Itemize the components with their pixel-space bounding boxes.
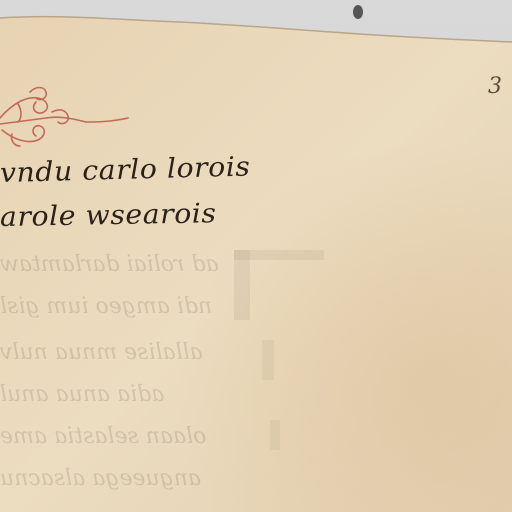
bleed-through-line: ndi amgeo ium gisl [0, 294, 213, 319]
bleed-through-line: adia anua anul [0, 382, 165, 407]
bleed-through-line: olaan selastia ame [0, 424, 207, 449]
manuscript-line: arole wsearois [0, 198, 217, 233]
bleed-through-line: angueega alsacnu [0, 466, 201, 491]
bleed-through-line: ad roliai darlamtaw [0, 252, 219, 277]
bleed-through-line: allalise mnua nulv [0, 340, 203, 365]
manuscript-line: vndu carlo lorois [0, 151, 251, 189]
folio-number: 3 [488, 74, 502, 99]
